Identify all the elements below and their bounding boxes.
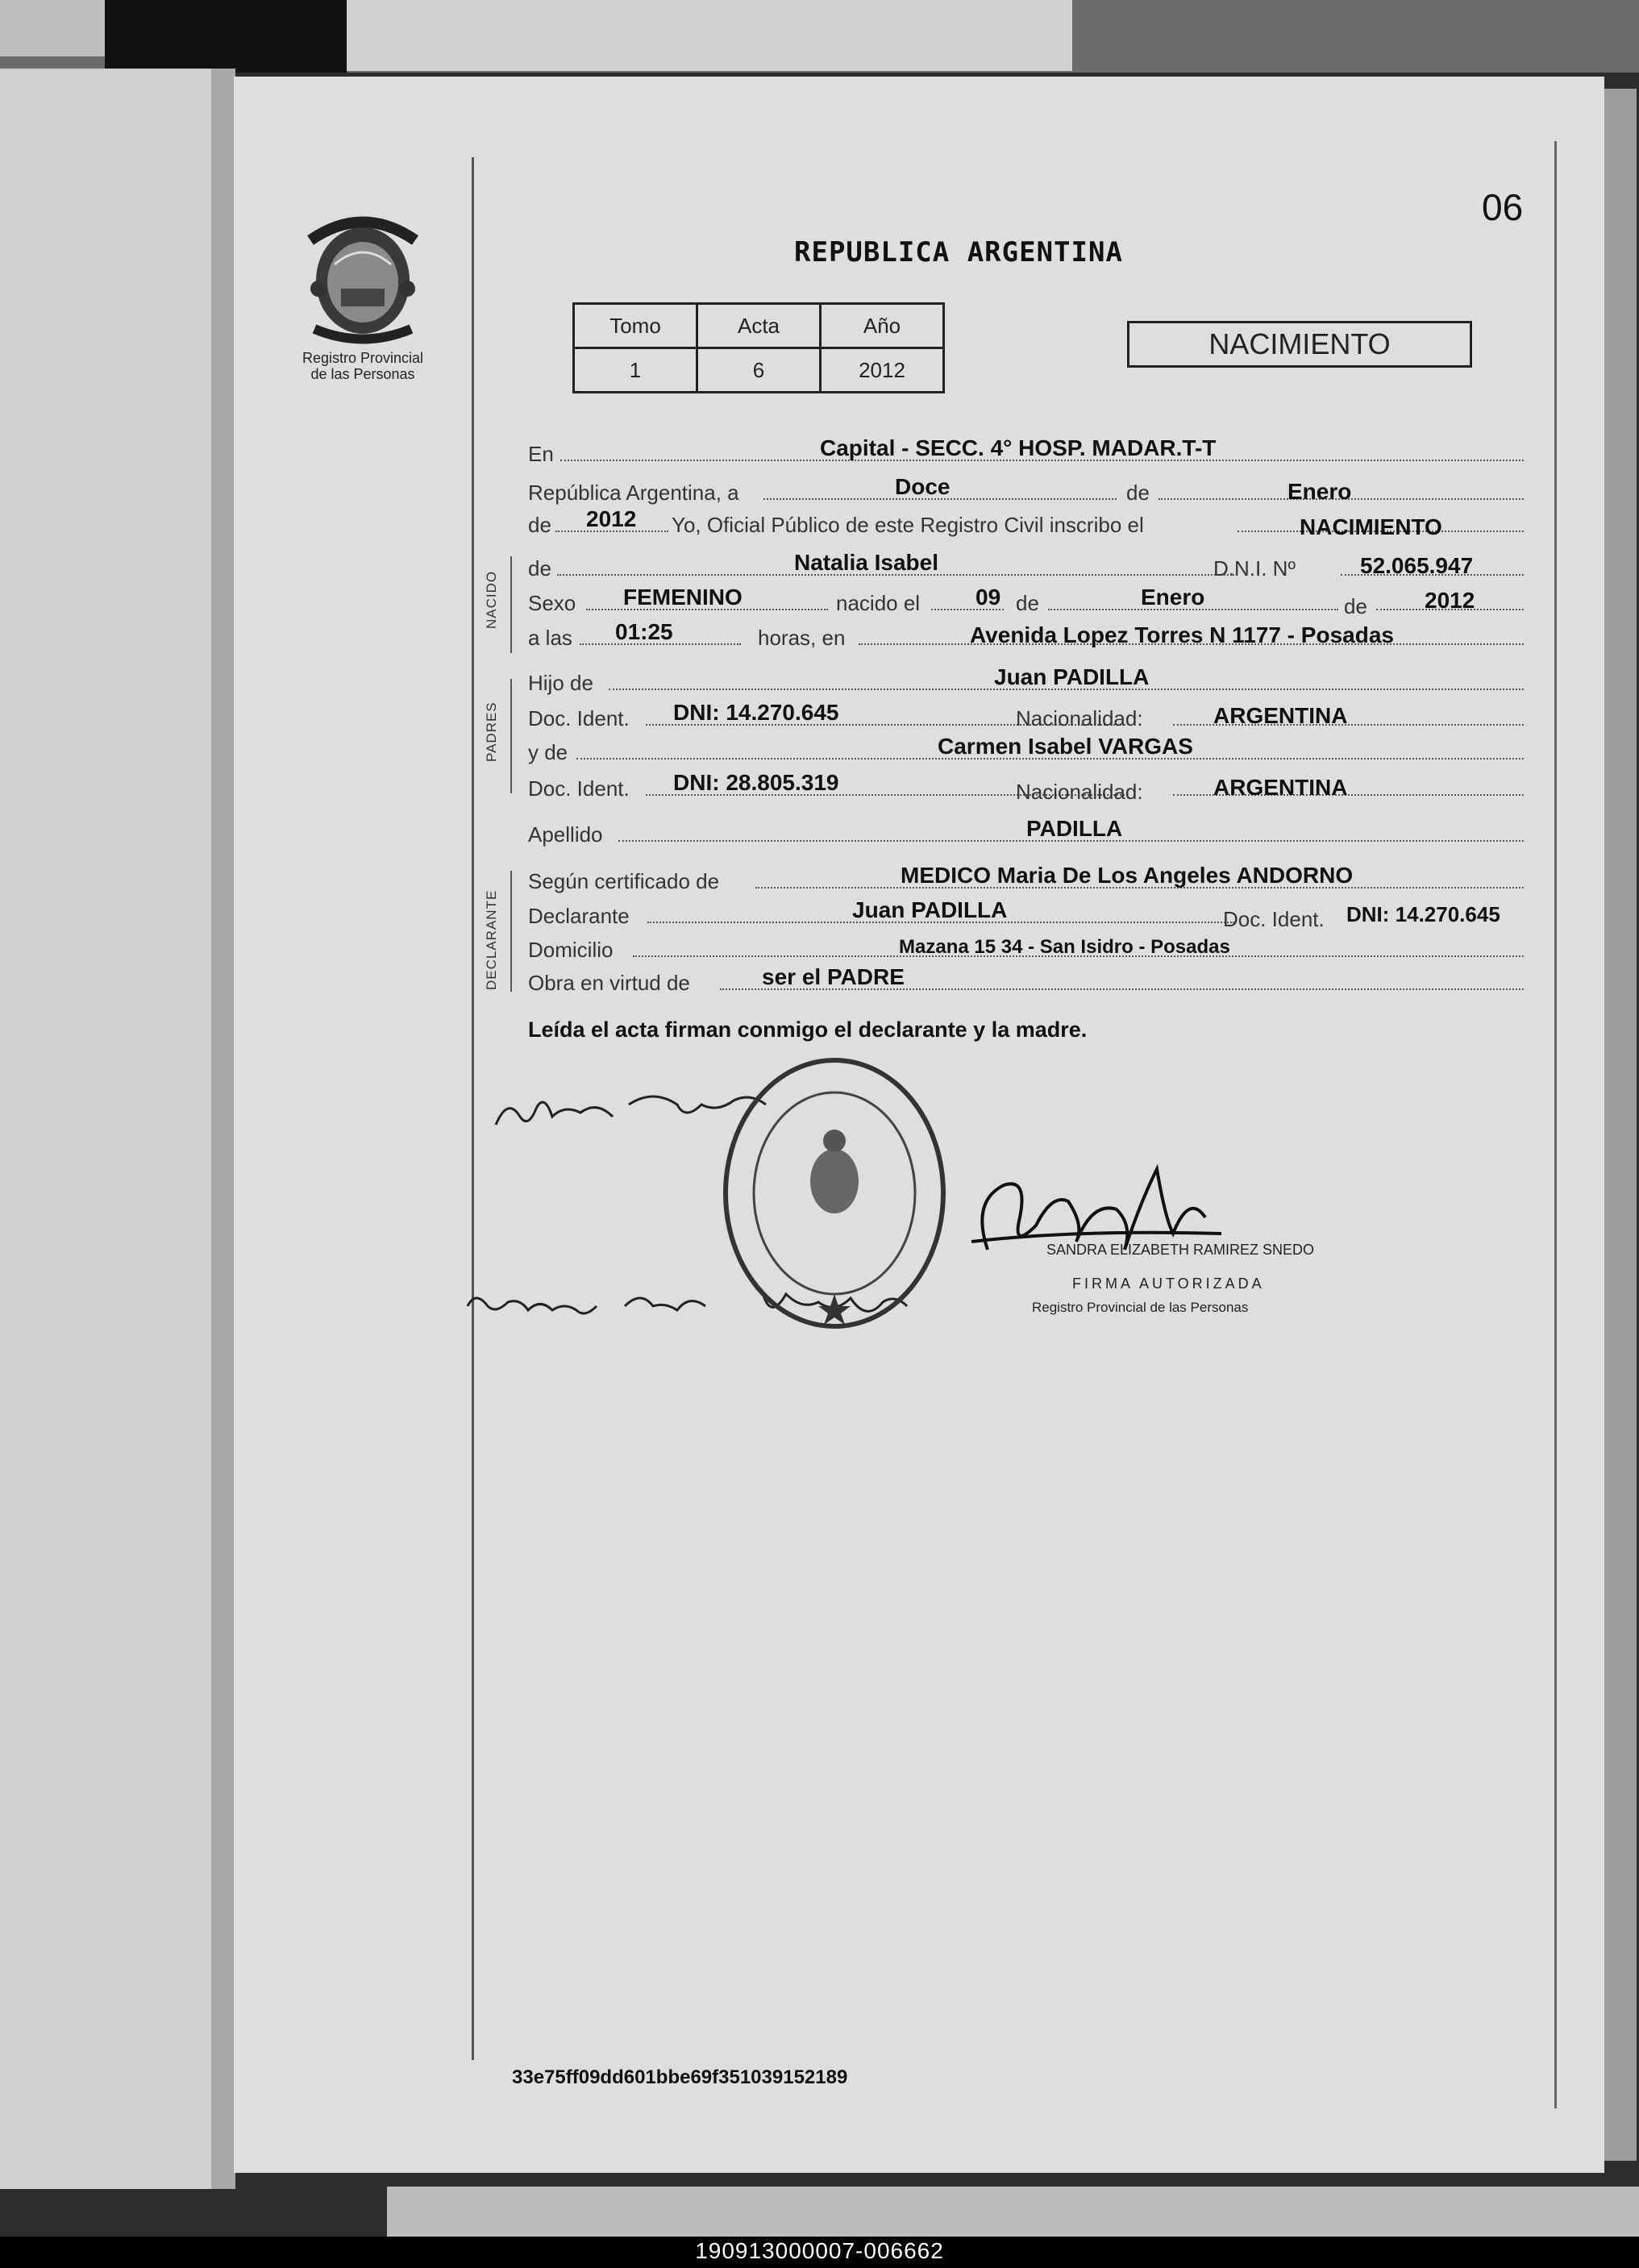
form-row-inscripcion [528, 506, 1524, 539]
document-hash: 33e75ff09dd601bbe69f351039152189 [512, 2066, 848, 2088]
form-row-hora [528, 619, 1524, 651]
label-de: de [528, 556, 551, 581]
label-sexo: Sexo [528, 591, 576, 615]
label-oficial: Yo, Oficial Público de este Registro Civil inscribo el [672, 513, 1144, 537]
page-number: 06 [1482, 186, 1524, 228]
label-doc-ident: Doc. Ident. [528, 706, 630, 730]
registry-header-row [574, 304, 944, 348]
form-row-padre [528, 664, 1524, 697]
registry-table [572, 302, 945, 393]
fecha-year: 2012 [586, 506, 637, 531]
margin-line [1554, 141, 1557, 2108]
registry-header-anio: Año [821, 304, 944, 348]
label-en: En [528, 442, 554, 466]
registry-value-row [574, 348, 944, 393]
form-row-nombre [528, 550, 1524, 582]
official-firma-autorizada: FIRMA AUTORIZADA [1072, 1275, 1265, 1292]
nacido-mes: Enero [1141, 585, 1205, 610]
side-divider [510, 556, 512, 653]
label-de: de [1126, 481, 1150, 505]
background-bottom [387, 2187, 1639, 2237]
official-registro-stamp: Registro Provincial de las Personas [1032, 1300, 1249, 1315]
side-label-nacido: NACIDO [484, 570, 499, 629]
apellido-value: PADILLA [1026, 816, 1123, 841]
record-type-box: NACIMIENTO [1127, 321, 1472, 368]
label-republica: República Argentina, a [528, 481, 739, 505]
label-nacionalidad: Nacionalidad: [1016, 706, 1143, 730]
padre-doc: DNI: 14.270.645 [673, 700, 839, 725]
nacido-hora: 01:25 [615, 619, 673, 644]
registry-header-acta: Acta [697, 304, 821, 348]
inscripcion-value: NACIMIENTO [1300, 514, 1442, 539]
background-shadow [105, 0, 347, 73]
page-edge [1604, 89, 1637, 2161]
background-paper [0, 0, 109, 56]
background-paper [347, 0, 1072, 71]
left-page [0, 69, 214, 2189]
form-row-domicilio [528, 931, 1524, 963]
scan-code: 190913000007-006662 [695, 2238, 944, 2263]
padre-nacionalidad: ARGENTINA [1213, 703, 1348, 728]
form-row-declarante [528, 897, 1524, 930]
madre-doc: DNI: 28.805.319 [673, 770, 839, 795]
label-doc-ident: Doc. Ident. [528, 776, 630, 801]
seal-caption [278, 350, 447, 382]
form-row-padre-doc [528, 700, 1524, 732]
label-y-de: y de [528, 740, 568, 764]
label-de-month: de [1016, 591, 1039, 615]
nacido-sexo: FEMENINO [623, 585, 743, 610]
label-horas-en: horas, en [758, 626, 846, 650]
declarante-doc: DNI: 14.270.645 [1346, 902, 1500, 926]
label-nacionalidad: Nacionalidad: [1016, 780, 1143, 804]
obra-value: ser el PADRE [762, 964, 905, 989]
form-row-lugar [528, 435, 1524, 468]
registry-value-anio: 2012 [821, 348, 944, 393]
registry-header-tomo: Tomo [574, 304, 697, 348]
nacido-name: Natalia Isabel [794, 550, 938, 575]
background-top [0, 0, 1639, 73]
official-stamp-icon [718, 1052, 951, 1334]
closing-statement: Leída el acta firman conmigo el declarante y la madre. [528, 1017, 1088, 1042]
label-dni: D.N.I. Nº [1213, 556, 1296, 581]
seal-caption-line: de las Personas [310, 366, 415, 382]
label-de-year: de [1344, 594, 1367, 618]
nacido-dni: 52.065.947 [1360, 553, 1474, 578]
side-divider [510, 679, 512, 793]
form-row-certificado [528, 863, 1524, 895]
label-apellido: Apellido [528, 822, 603, 847]
registry-value-acta: 6 [697, 348, 821, 393]
padre-nombre: Juan PADILLA [994, 664, 1150, 689]
nacido-lugar: Avenida Lopez Torres N 1177 - Posadas [970, 622, 1394, 647]
document-title: REPUBLICA ARGENTINA [794, 236, 1123, 268]
label-nacido-el: nacido el [836, 591, 921, 615]
fecha-day: Doce [895, 474, 951, 499]
margin-line [472, 157, 474, 2060]
madre-nacionalidad: ARGENTINA [1213, 775, 1348, 800]
official-name-stamp: SANDRA ELIZABETH RAMIREZ SNEDO [1046, 1242, 1315, 1258]
label-certificado: Según certificado de [528, 869, 720, 893]
provincial-seal-icon [302, 208, 423, 345]
book-spine [211, 69, 235, 2189]
label-declarante: Declarante [528, 904, 630, 928]
side-divider [510, 871, 512, 992]
form-row-madre-doc [528, 770, 1524, 802]
domicilio-value: Mazana 15 34 - San Isidro - Posadas [899, 936, 1230, 958]
seal-caption-line: Registro Provincial [302, 350, 424, 366]
label-doc-ident: Doc. Ident. [1223, 907, 1325, 931]
side-label-declarante: DECLARANTE [484, 889, 499, 990]
form-row-sexo [528, 585, 1524, 617]
label-hijo-de: Hijo de [528, 671, 593, 695]
registry-value-tomo: 1 [574, 348, 697, 393]
form-row-apellido [528, 816, 1524, 848]
form-row-madre [528, 734, 1524, 766]
nacido-anio: 2012 [1425, 588, 1475, 613]
lugar-value: Capital - SECC. 4° HOSP. MADAR.T-T [820, 435, 1217, 460]
label-de-year: de [528, 513, 551, 537]
madre-nombre: Carmen Isabel VARGAS [938, 734, 1193, 759]
label-domicilio: Domicilio [528, 938, 614, 962]
certificado-value: MEDICO Maria De Los Angeles ANDORNO [901, 863, 1354, 888]
fecha-month: Enero [1287, 479, 1352, 504]
nacido-dia: 09 [975, 585, 1001, 610]
label-obra: Obra en virtud de [528, 971, 690, 995]
label-a-las: a las [528, 626, 572, 650]
form-row-obra [528, 964, 1524, 997]
form-row-fecha [528, 474, 1524, 506]
declarante-nombre: Juan PADILLA [852, 897, 1008, 922]
side-label-padres: PADRES [484, 701, 499, 762]
